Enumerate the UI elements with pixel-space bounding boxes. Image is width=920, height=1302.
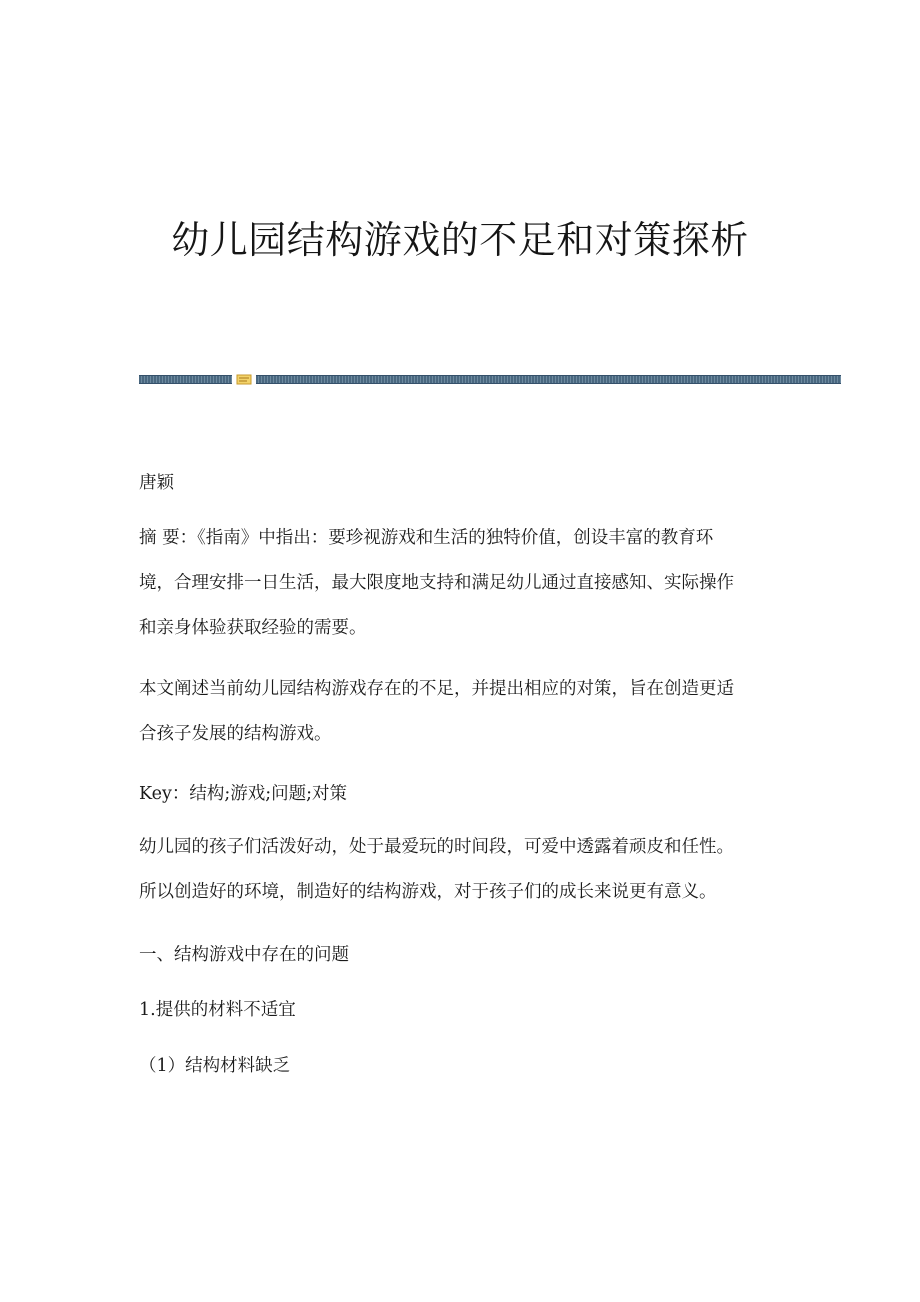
section-heading-text: 一、结构游戏中存在的问题 <box>139 945 349 965</box>
subsection-heading-text: 1.提供的材料不适宜 <box>139 1000 296 1020</box>
author-name: 唐颖 <box>139 473 174 493</box>
paragraph-line: 所以创造好的环境，制造好的结构游戏，对于孩子们的成长来说更有意义。 <box>139 882 717 902</box>
section-heading <box>139 933 779 978</box>
body-paragraph <box>139 825 779 915</box>
paragraph-line: 幼儿园的孩子们活泼好动，处于最爱玩的时间段，可爱中透露着顽皮和任性。 <box>139 837 734 857</box>
subsection-heading <box>139 988 779 1033</box>
keywords-line: Key：结构;游戏;问题;对策 <box>139 784 348 804</box>
intro-line: 合孩子发展的结构游戏。 <box>139 724 332 744</box>
abstract-line: 和亲身体验获取经验的需要。 <box>139 618 367 638</box>
abstract <box>139 516 779 651</box>
divider-bar-left <box>139 375 232 384</box>
subsubsection-heading-text: （1）结构材料缺乏 <box>139 1056 291 1076</box>
divider-bar-right <box>256 375 841 384</box>
author <box>139 461 779 506</box>
title-divider <box>139 375 841 384</box>
abstract-line: 摘 要：《指南》中指出：要珍视游戏和生活的独特价值，创设丰富的教育环 <box>139 528 714 548</box>
divider-ornament-icon <box>236 374 252 385</box>
intro-line: 本文阐述当前幼儿园结构游戏存在的不足，并提出相应的对策，旨在创造更适 <box>139 679 734 699</box>
keywords <box>139 772 779 817</box>
page-title: 幼儿园结构游戏的不足和对策探析 <box>171 218 749 262</box>
intro-paragraph <box>139 667 779 757</box>
subsubsection-heading <box>139 1044 779 1089</box>
abstract-line: 境，合理安排一日生活，最大限度地支持和满足幼儿通过直接感知、实际操作 <box>139 573 734 593</box>
